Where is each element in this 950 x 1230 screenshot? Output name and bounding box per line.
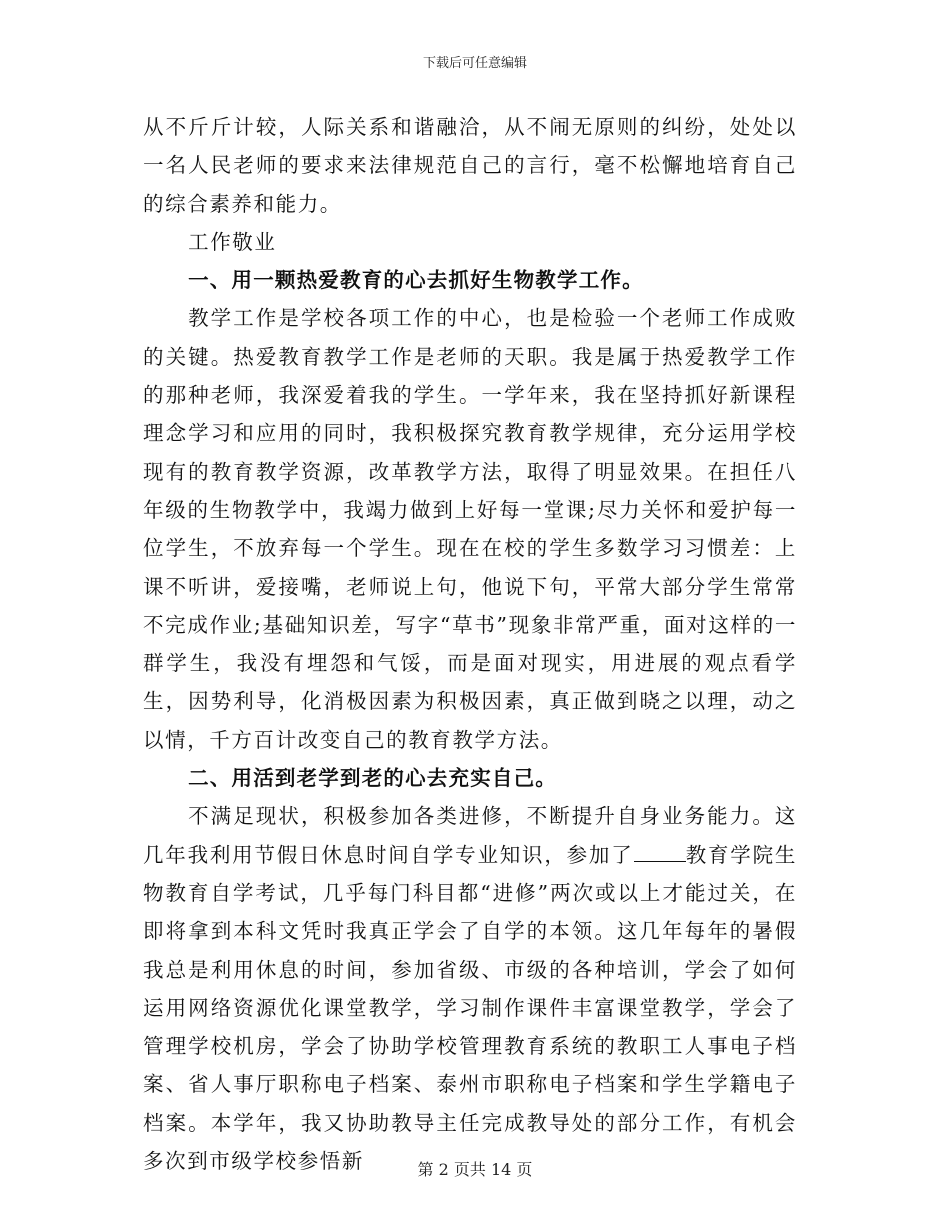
- section-label-work: 工作敬业: [188, 229, 277, 254]
- paragraph-learning: [143, 797, 797, 1180]
- body-text: [143, 108, 797, 1180]
- paragraph-continued: 从不斤斤计较，人际关系和谐融洽，从不闹无原则的纠纷，处处以一名人民老师的要求来法律规范自己的言行，毫不松懈地培育自己的综合素养和能力。: [143, 115, 797, 216]
- page-header: 下载后可任意编辑: [422, 56, 527, 71]
- paragraph-learning-part2: 教育学院生物教育自学考试，几乎每门科目都“进修”两次或以上才能过关，在即将拿到本科文凭时我真正学会了自学的本领。这几年每年的暑假我总是利用休息的时间，参加省级、市级的各种培训，学会了如何运用网络资源优化课堂教学，学习制作课件丰富课堂教学，学会了管理学校机房，学会了协助学校管理教育系统的教职工人事电子档案、省人事厅职称电子档案、泰州市职称电子档案和学生学籍电子档案。本学年，我又协助教导主任完成教导处的部分工作，有机会多次到市级学校参悟新: [143, 842, 797, 1174]
- fill-in-blank: [634, 841, 686, 862]
- page-footer: 第 2 页共 14 页: [417, 1160, 533, 1179]
- section-heading-2: 二、用活到老学到老的心去充实自己。: [188, 766, 557, 791]
- section-heading-1: 一、用一颗热爱教育的心去抓好生物教学工作。: [188, 268, 644, 293]
- paragraph-learning-part1: 不满足现状，积极参加各类进修，不断提升自身业务能力。这几年我利用节假日休息时间自学专业知识，参加了: [143, 804, 797, 867]
- paragraph-teaching: 教学工作是学校各项工作的中心，也是检验一个老师工作成败的关键。热爱教育教学工作是老师的天职。我是属于热爱教学工作的那种老师，我深爱着我的学生。一学年来，我在坚持抓好新课程理念学习和应用的同时，我积极探究教育教学规律，充分运用学校现有的教育教学资源，改革教学方法，取得了明显效果。在担任八年级的生物教学中，我竭力做到上好每一堂课;尽力关怀和爱护每一位学生，不放弃每一个学生。现在在校的学生多数学习习惯差：上课不听讲，爱接嘴，老师说上句，他说下句，平常大部分学生常常不完成作业;基础知识差，写字“草书”现象非常严重，面对这样的一群学生，我没有埋怨和气馁，而是面对现实，用进展的观点看学生，因势利导，化消极因素为积极因素，真正做到晓之以理，动之以情，千方百计改变自己的教育教学方法。: [143, 306, 797, 752]
